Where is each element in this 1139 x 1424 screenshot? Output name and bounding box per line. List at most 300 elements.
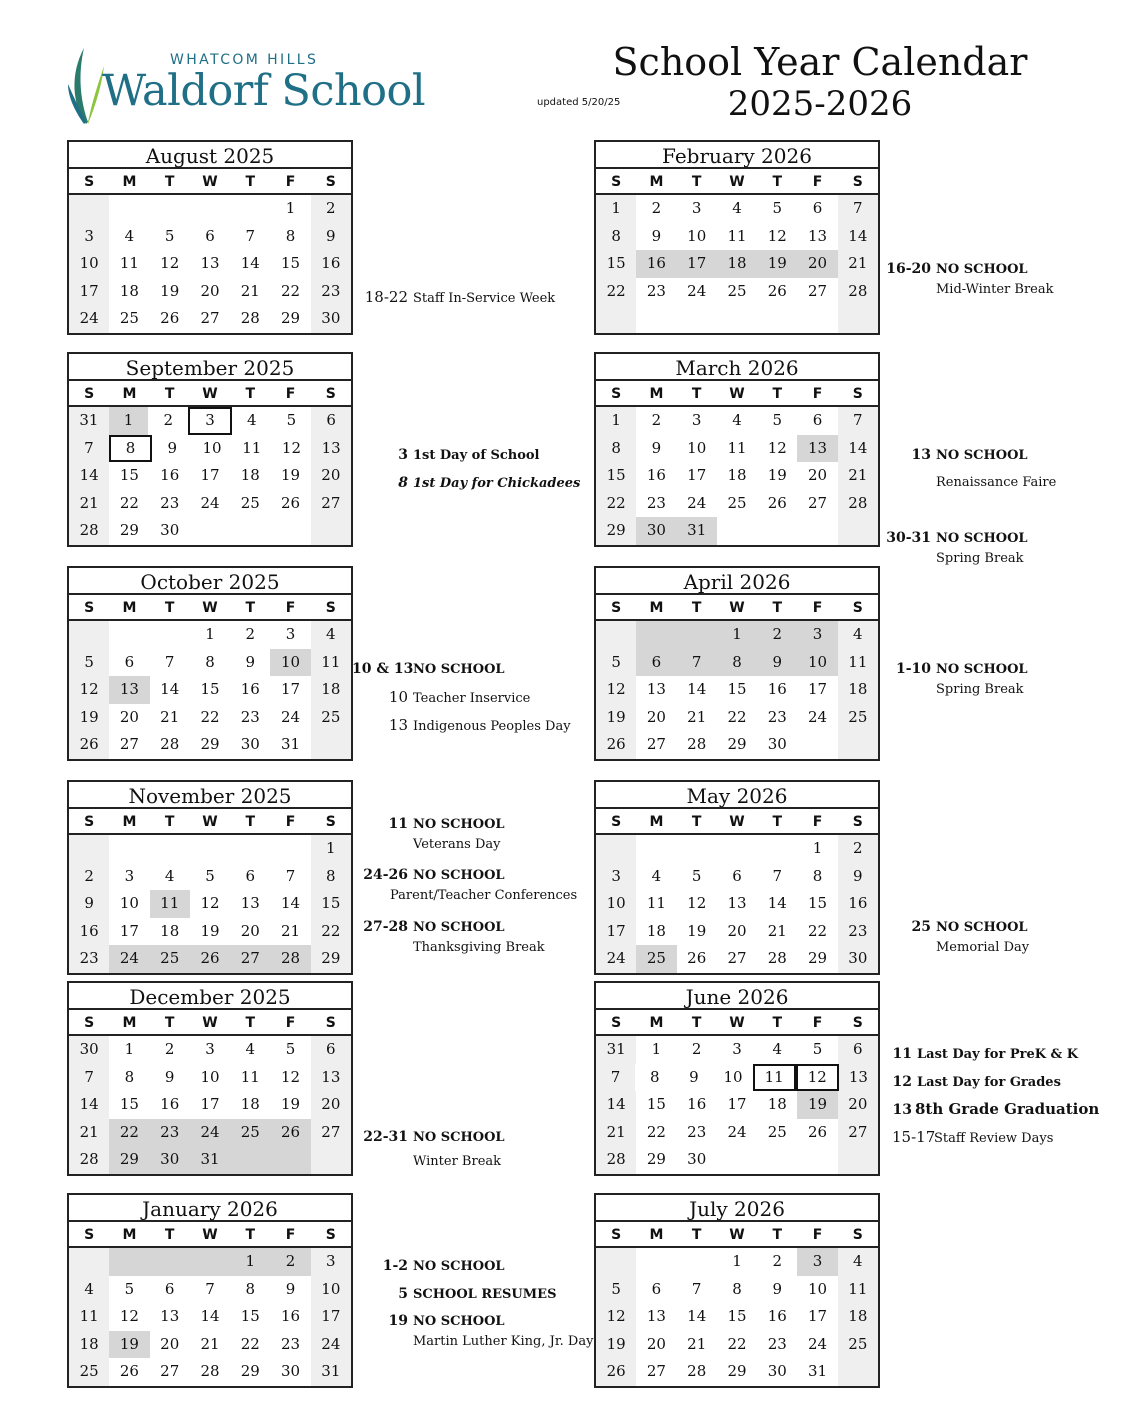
day-cell: 9 [651,438,662,457]
day-cell: 8 [205,652,215,671]
weekday-label: S [325,1015,336,1031]
weekday-label: T [164,174,175,190]
week-row [596,1146,878,1174]
weekday-label: F [812,386,823,402]
day-cell: 17 [808,680,828,699]
day-cell: 7 [285,866,296,885]
week-row [69,1036,351,1064]
day-cell: 7 [596,1064,635,1092]
week-row [69,676,351,704]
event-item: 1-2 NO SCHOOL [382,1258,505,1274]
day-cell: 28 [767,949,787,968]
weekday-label: M [122,600,137,616]
day-cell: 17 [311,1303,351,1331]
day-cell: 13 [797,435,837,463]
weekday-label: T [772,1015,783,1031]
day-cell: 29 [646,1150,666,1169]
event-item: 18-22 Staff In-Service Week [364,288,556,306]
week-row [69,621,351,649]
day-cell: 10 [687,438,707,457]
day-cell [150,835,190,863]
day-cell [596,305,636,333]
day-cell: 15 [596,462,636,490]
weekday-header [596,1222,878,1248]
day-cell: 30 [311,305,351,333]
day-cell: 19 [160,281,180,300]
weekday-label: S [84,1227,95,1243]
day-cell: 29 [240,1362,260,1381]
school-year: 2025-2026 [727,84,913,124]
day-cell [838,1358,878,1386]
week-row [596,649,878,677]
day-cell: 16 [281,1307,301,1326]
day-cell: 6 [245,866,256,885]
day-cell: 31 [596,1036,636,1064]
day-cell: 19 [200,921,220,940]
day-cell [677,305,717,333]
week-row [596,704,878,732]
weekday-label: T [164,1227,175,1243]
day-cell: 7 [772,866,783,885]
day-cell: 23 [150,1119,190,1147]
day-cell [150,1248,190,1276]
day-cell: 27 [200,309,220,328]
day-cell: 19 [281,466,301,485]
weekday-label: T [691,174,702,190]
weekday-label: S [611,1227,622,1243]
day-cell: 22 [596,490,636,518]
week-row [596,305,878,333]
day-cell: 16 [69,918,109,946]
day-cell: 5 [596,1276,636,1304]
day-cell: 28 [69,517,109,545]
day-cell: 5 [69,649,109,677]
day-cell [838,517,878,545]
day-cell: 30 [838,945,878,973]
month-calendar [67,566,353,761]
day-cell [636,1248,676,1276]
weekday-header [596,169,878,195]
day-cell: 3 [596,863,636,891]
month-calendar [67,780,353,975]
weekday-label: S [84,174,95,190]
weekday-label: F [812,1015,823,1031]
day-cell: 1 [812,839,823,857]
weekday-label: M [649,1227,664,1243]
weekday-label: S [852,600,863,616]
day-cell: 3 [188,407,232,435]
day-cell [190,1248,230,1276]
day-cell: 29 [200,735,220,754]
day-cell [311,1146,351,1174]
week-row [596,863,878,891]
day-cell: 9 [651,226,662,245]
day-cell: 4 [838,621,878,649]
day-cell: 9 [838,863,878,891]
day-cell: 19 [687,921,707,940]
day-cell: 12 [281,438,301,457]
weekday-label: F [285,1015,296,1031]
day-cell [797,517,837,545]
event-item: Renaissance Faire [936,475,1057,490]
day-cell: 29 [596,517,636,545]
month-calendar [594,352,880,547]
week-row [596,1276,878,1304]
day-cell: 30 [150,1146,190,1174]
day-cell: 6 [636,649,676,677]
event-item: 13 8th Grade Graduation [892,1100,1100,1118]
day-cell: 27 [311,490,351,518]
day-cell: 26 [69,731,109,759]
weekday-label: T [691,1227,702,1243]
day-cell: 2 [772,1252,783,1270]
month-title: November 2025 [69,782,351,809]
day-cell [636,835,676,863]
event-item: Thanksgiving Break [413,940,545,955]
day-cell: 2 [651,199,662,217]
day-cell: 28 [596,1146,636,1174]
week-row [596,462,878,490]
day-cell [797,305,837,333]
day-cell [190,835,230,863]
day-cell: 28 [200,1362,220,1381]
weekday-label: M [649,600,664,616]
weekday-header [69,1222,351,1248]
day-cell: 23 [160,493,180,512]
day-cell [69,195,109,223]
day-cell [797,731,837,759]
day-cell: 10 [797,649,837,677]
month-calendar [594,981,880,1176]
day-cell [311,517,351,545]
day-cell: 6 [812,199,823,217]
week-row [69,223,351,251]
day-cell: 15 [119,466,139,485]
day-cell: 5 [205,866,215,885]
day-cell: 22 [311,918,351,946]
day-cell [596,835,636,863]
day-cell: 28 [69,1146,109,1174]
day-cell: 31 [311,1358,351,1386]
weekday-label: F [812,1227,823,1243]
week-row [69,1119,351,1147]
day-cell: 21 [767,921,787,940]
day-cell: 18 [717,250,757,278]
weekday-label: M [649,1015,664,1031]
day-cell: 5 [772,199,783,217]
day-cell: 20 [797,250,837,278]
day-cell: 23 [767,1334,787,1353]
day-cell: 24 [109,945,149,973]
event-item: Spring Break [936,682,1024,697]
day-cell [150,195,190,223]
event-item: 12 Last Day for Grades [892,1074,1061,1090]
event-item: Winter Break [413,1154,502,1169]
day-cell: 20 [727,921,747,940]
day-cell: 4 [732,199,742,217]
weekday-label: T [245,174,256,190]
event-item: Parent/Teacher Conferences [390,888,578,903]
day-cell [717,305,757,333]
month-calendar [67,1193,353,1388]
day-cell: 1 [124,1040,135,1058]
day-cell [838,1146,878,1174]
day-cell: 1 [109,407,149,435]
day-cell: 30 [281,1362,301,1381]
day-cell: 22 [596,278,636,306]
day-cell: 10 [200,1067,220,1086]
day-cell: 9 [69,890,109,918]
day-cell: 14 [200,1307,220,1326]
day-cell: 25 [240,493,260,512]
day-cell: 14 [596,1091,636,1119]
day-cell: 7 [691,1279,702,1298]
event-item: 25 NO SCHOOL [911,919,1028,935]
week-row [596,835,878,863]
day-cell: 17 [687,466,707,485]
day-cell: 5 [772,411,783,429]
day-cell [717,835,757,863]
day-cell: 16 [160,1095,180,1114]
weekday-label: T [245,1227,256,1243]
day-cell: 4 [838,1248,878,1276]
day-cell: 5 [691,866,702,885]
week-row [596,621,878,649]
day-cell: 1 [285,199,296,217]
weekday-label: F [812,600,823,616]
week-row [69,462,351,490]
weekday-label: T [245,600,256,616]
weekday-label: S [325,814,336,830]
month-title: June 2026 [596,983,878,1010]
day-cell: 12 [767,438,787,457]
weekday-header [596,1010,878,1036]
week-row [69,1146,351,1174]
day-cell: 18 [311,676,351,704]
day-cell: 8 [596,435,636,463]
day-cell: 29 [281,309,301,328]
weekday-label: S [611,174,622,190]
day-cell [757,305,797,333]
day-cell: 3 [311,1248,351,1276]
week-row [596,490,878,518]
weekday-label: S [325,600,336,616]
day-cell: 1 [230,1248,270,1276]
weekday-header [69,381,351,407]
weekday-label: M [122,814,137,830]
day-cell: 5 [812,1040,823,1058]
month-title: July 2026 [596,1195,878,1222]
weekday-label: S [84,814,95,830]
day-cell: 6 [812,411,823,429]
day-cell [230,517,270,545]
day-cell: 15 [727,1307,747,1326]
day-cell: 17 [677,250,717,278]
day-cell: 12 [596,1303,636,1331]
day-cell: 17 [200,1095,220,1114]
day-cell: 27 [311,1119,351,1147]
day-cell: 18 [838,676,878,704]
event-item: 11 NO SCHOOL [388,816,505,832]
day-cell: 4 [246,411,257,429]
event-item: 30-31 NO SCHOOL [886,530,1028,546]
week-row [69,1331,351,1359]
day-cell: 27 [808,493,828,512]
day-cell: 9 [689,1067,699,1086]
week-row [69,517,351,545]
day-cell: 8 [812,866,823,885]
day-cell: 16 [311,250,351,278]
month-calendar [594,140,880,335]
day-cell: 10 [202,438,222,457]
weekday-label: M [649,386,664,402]
day-cell: 14 [767,894,787,913]
day-cell: 26 [596,1358,636,1386]
day-cell: 6 [732,866,742,885]
day-cell: 17 [281,680,301,699]
day-cell: 26 [687,949,707,968]
day-cell: 30 [240,735,260,754]
week-row [596,676,878,704]
day-cell: 28 [838,278,878,306]
day-cell: 5 [124,1279,135,1298]
day-cell: 20 [808,466,828,485]
weekday-label: S [84,386,95,402]
day-cell: 25 [636,945,676,973]
day-cell: 30 [160,521,180,540]
day-cell: 28 [687,1362,707,1381]
day-cell: 20 [646,1334,666,1353]
day-cell: 9 [285,1279,296,1298]
day-cell: 25 [767,1122,787,1141]
day-cell: 20 [838,1091,878,1119]
weekday-label: W [202,814,218,830]
weekday-label: T [772,600,783,616]
month-calendar [67,981,353,1176]
day-cell: 8 [596,223,636,251]
day-cell: 11 [242,438,262,457]
month-title: September 2025 [69,354,351,381]
day-cell: 18 [646,921,666,940]
day-cell: 21 [240,281,260,300]
day-cell: 13 [240,894,260,913]
logo-subtitle: WHATCOM HILLS [170,52,319,68]
week-row [596,731,878,759]
event-item: 13 NO SCHOOL [911,447,1028,463]
event-item: 16-20 NO SCHOOL [886,261,1028,277]
day-cell [150,621,190,649]
day-cell: 21 [687,1334,707,1353]
day-cell: 24 [200,493,220,512]
day-cell: 25 [230,1119,270,1147]
day-cell: 16 [646,466,666,485]
event-item: 3 1st Day of School [398,447,540,463]
day-cell: 26 [767,281,787,300]
day-cell: 7 [838,407,878,435]
day-cell: 7 [245,226,256,245]
day-cell: 15 [727,680,747,699]
day-cell: 4 [651,866,662,885]
day-cell: 2 [838,835,878,863]
week-row [69,835,351,863]
day-cell [838,305,878,333]
day-cell: 12 [119,1307,139,1326]
day-cell: 1 [596,195,636,223]
month-title: March 2026 [596,354,878,381]
week-row [596,195,878,223]
day-cell: 26 [119,1362,139,1381]
day-cell: 11 [727,226,747,245]
day-cell: 23 [767,707,787,726]
day-cell: 16 [160,466,180,485]
day-cell: 3 [691,199,702,217]
day-cell: 22 [808,921,828,940]
day-cell: 23 [687,1122,707,1141]
day-cell: 3 [797,621,837,649]
day-cell: 3 [69,223,109,251]
day-cell: 7 [164,652,175,671]
day-cell: 14 [69,462,109,490]
month-calendar [67,352,353,547]
day-cell: 24 [311,1331,351,1359]
day-cell: 25 [838,704,878,732]
day-cell: 13 [646,1307,666,1326]
weekday-label: F [812,174,823,190]
day-cell: 1 [732,1252,742,1270]
day-cell: 31 [808,1362,828,1381]
day-cell: 26 [270,1119,310,1147]
day-cell: 30 [767,735,787,754]
day-cell: 28 [160,735,180,754]
day-cell: 14 [687,1307,707,1326]
day-cell: 13 [646,680,666,699]
weekday-header [596,595,878,621]
day-cell: 9 [311,223,351,251]
weekday-label: M [122,1227,137,1243]
day-cell: 16 [240,680,260,699]
weekday-label: F [285,174,296,190]
week-row [596,278,878,306]
day-cell: 3 [691,411,702,429]
day-cell: 19 [767,466,787,485]
day-cell: 24 [687,493,707,512]
day-cell: 14 [838,223,878,251]
day-cell: 1 [717,621,757,649]
event-item: 1-10 NO SCHOOL [895,661,1028,677]
weekday-label: W [202,1227,218,1243]
week-row [596,1331,878,1359]
day-cell: 7 [677,649,717,677]
day-cell: 2 [163,411,174,429]
weekday-label: T [245,386,256,402]
weekday-header [69,1010,351,1036]
day-cell: 9 [772,1279,783,1298]
day-cell: 15 [646,1095,666,1114]
day-cell [636,621,676,649]
day-cell: 12 [69,676,109,704]
day-cell: 6 [164,1279,175,1298]
day-cell: 5 [164,226,175,245]
day-cell: 17 [200,466,220,485]
event-item: 22-31 NO SCHOOL [363,1129,505,1145]
week-row [69,278,351,306]
day-cell: 7 [838,195,878,223]
week-row [69,863,351,891]
day-cell: 15 [311,890,351,918]
day-cell: 11 [69,1303,109,1331]
day-cell: 24 [687,281,707,300]
day-cell: 1 [205,625,215,643]
